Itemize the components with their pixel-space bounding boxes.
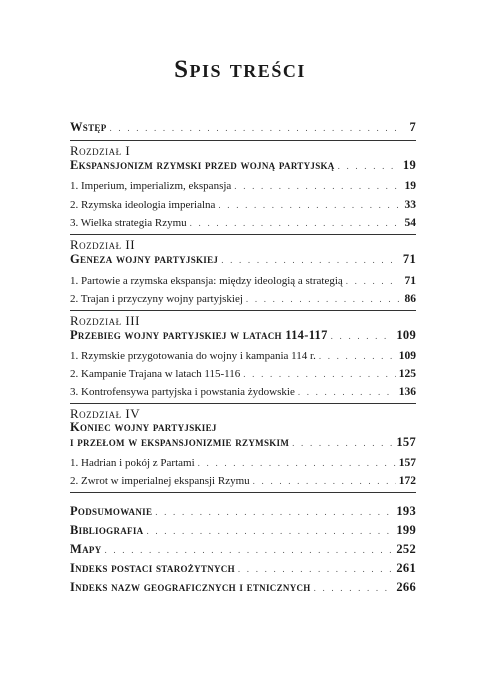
toc-entry-summary[interactable]	[70, 504, 416, 519]
dot-leader	[198, 458, 396, 468]
toc-entry-label: Mapy	[70, 542, 102, 556]
dot-leader	[110, 123, 399, 133]
toc-entry-label: Wstęp	[70, 120, 107, 134]
toc-entry-section[interactable]	[70, 386, 416, 398]
chapter-title: Geneza wojny partyjskiej	[70, 252, 219, 266]
toc-page-number: 266	[396, 580, 416, 594]
dot-leader	[218, 200, 399, 210]
toc-entry-label: Indeks postaci starożytnych	[70, 561, 235, 575]
toc-entry-section[interactable]	[70, 180, 416, 192]
section-title: 3. Wielka strategia Rzymu	[70, 217, 187, 229]
toc-page-number: 71	[402, 252, 416, 266]
section-title: 1. Imperium, imperializm, ekspansja	[70, 180, 232, 192]
dot-leader	[246, 294, 399, 304]
dot-leader	[338, 161, 399, 171]
section-title: 2. Trajan i przyczyny wojny partyjskiej	[70, 293, 243, 305]
dot-leader	[292, 438, 393, 448]
toc-entry-intro[interactable]	[70, 120, 416, 135]
toc-entry-chapter-1[interactable]	[70, 158, 416, 173]
dot-leader	[298, 387, 396, 397]
chapter-title: Przebieg wojny partyjskiej w latach 114-117	[70, 328, 328, 342]
toc-page-number: 199	[396, 523, 416, 537]
toc-entry-bibliography[interactable]	[70, 523, 416, 538]
section-title: 3. Kontrofensywa partyjska i powstania żydowskie	[70, 386, 295, 398]
chapter-heading: Rozdział II	[70, 237, 136, 252]
section-title: 1. Partowie a rzymska ekspansja: między ideologią a strategią	[70, 275, 343, 287]
toc-entry-section[interactable]	[70, 217, 416, 229]
toc-entry-label: Indeks nazw geograficznych i etnicznych	[70, 580, 311, 594]
toc-page-number: 109	[396, 328, 416, 342]
toc-entry-index-persons[interactable]	[70, 561, 416, 576]
dot-leader	[234, 181, 399, 191]
section-divider	[70, 310, 416, 311]
dot-leader	[221, 255, 399, 265]
dot-leader	[253, 476, 396, 486]
toc-page-number: 19	[404, 180, 416, 192]
chapter-heading: Rozdział III	[70, 313, 140, 328]
toc-page-number: 125	[398, 368, 416, 380]
toc-entry-index-places[interactable]	[70, 580, 416, 595]
chapter-title: Ekspansjonizm rzymski przed wojną partyjską	[70, 158, 335, 172]
section-title: 1. Rzymskie przygotowania do wojny i kampania 114 r.	[70, 350, 316, 362]
section-title: 2. Zwrot w imperialnej ekspansji Rzymu	[70, 475, 250, 487]
dot-leader	[319, 351, 396, 361]
chapter-title-line-1: Koniec wojny partyjskiej	[70, 420, 217, 434]
section-title: 1. Hadrian i pokój z Partami	[70, 457, 195, 469]
toc-page-number: 193	[396, 504, 416, 518]
toc-entry-section[interactable]	[70, 457, 416, 469]
toc-entry-chapter-2[interactable]	[70, 252, 416, 267]
section-divider	[70, 492, 416, 493]
dot-leader	[105, 545, 394, 555]
dot-leader	[243, 369, 395, 379]
toc-entry-section[interactable]	[70, 475, 416, 487]
toc-page-number: 19	[402, 158, 416, 172]
dot-leader	[238, 564, 393, 574]
chapter-heading: Rozdział IV	[70, 406, 141, 421]
chapter-title: i przełom w ekspansjonizmie rzymskim	[70, 435, 290, 449]
toc-entry-label: Podsumowanie	[70, 504, 153, 518]
chapter-heading: Rozdział I	[70, 143, 131, 158]
toc-page-number: 252	[396, 542, 416, 556]
toc-entry-chapter-4[interactable]	[70, 435, 416, 450]
toc-entry-label: Bibliografia	[70, 523, 144, 537]
section-title: 2. Rzymska ideologia imperialna	[70, 199, 216, 211]
toc-page-number: 172	[398, 475, 416, 487]
toc-page-number: 7	[409, 120, 416, 134]
section-divider	[70, 234, 416, 235]
toc-page-number: 136	[398, 386, 416, 398]
dot-leader	[331, 331, 394, 341]
toc-entry-chapter-3[interactable]	[70, 328, 416, 343]
toc-page-number: 86	[404, 293, 416, 305]
dot-leader	[314, 583, 394, 593]
section-divider	[70, 140, 416, 141]
toc-entry-section[interactable]	[70, 275, 416, 287]
toc-page-number: 157	[396, 435, 416, 449]
toc-entry-section[interactable]	[70, 368, 416, 380]
section-divider	[70, 403, 416, 404]
section-title: 2. Kampanie Trajana w latach 115-116	[70, 368, 241, 380]
toc-entry-section[interactable]	[70, 293, 416, 305]
toc-page-number: 157	[398, 457, 416, 469]
toc-entry-maps[interactable]	[70, 542, 416, 557]
page-title: Spis treści	[174, 56, 306, 83]
toc-entry-section[interactable]	[70, 350, 416, 362]
toc-page-number: 33	[404, 199, 416, 211]
dot-leader	[190, 218, 399, 228]
toc-entry-section[interactable]	[70, 199, 416, 211]
dot-leader	[346, 276, 399, 286]
dot-leader	[155, 507, 393, 517]
toc-page-number: 54	[404, 217, 416, 229]
dot-leader	[146, 526, 393, 536]
toc-page-number: 109	[398, 350, 416, 362]
toc-page-number: 71	[404, 275, 416, 287]
toc-page-number: 261	[396, 561, 416, 575]
